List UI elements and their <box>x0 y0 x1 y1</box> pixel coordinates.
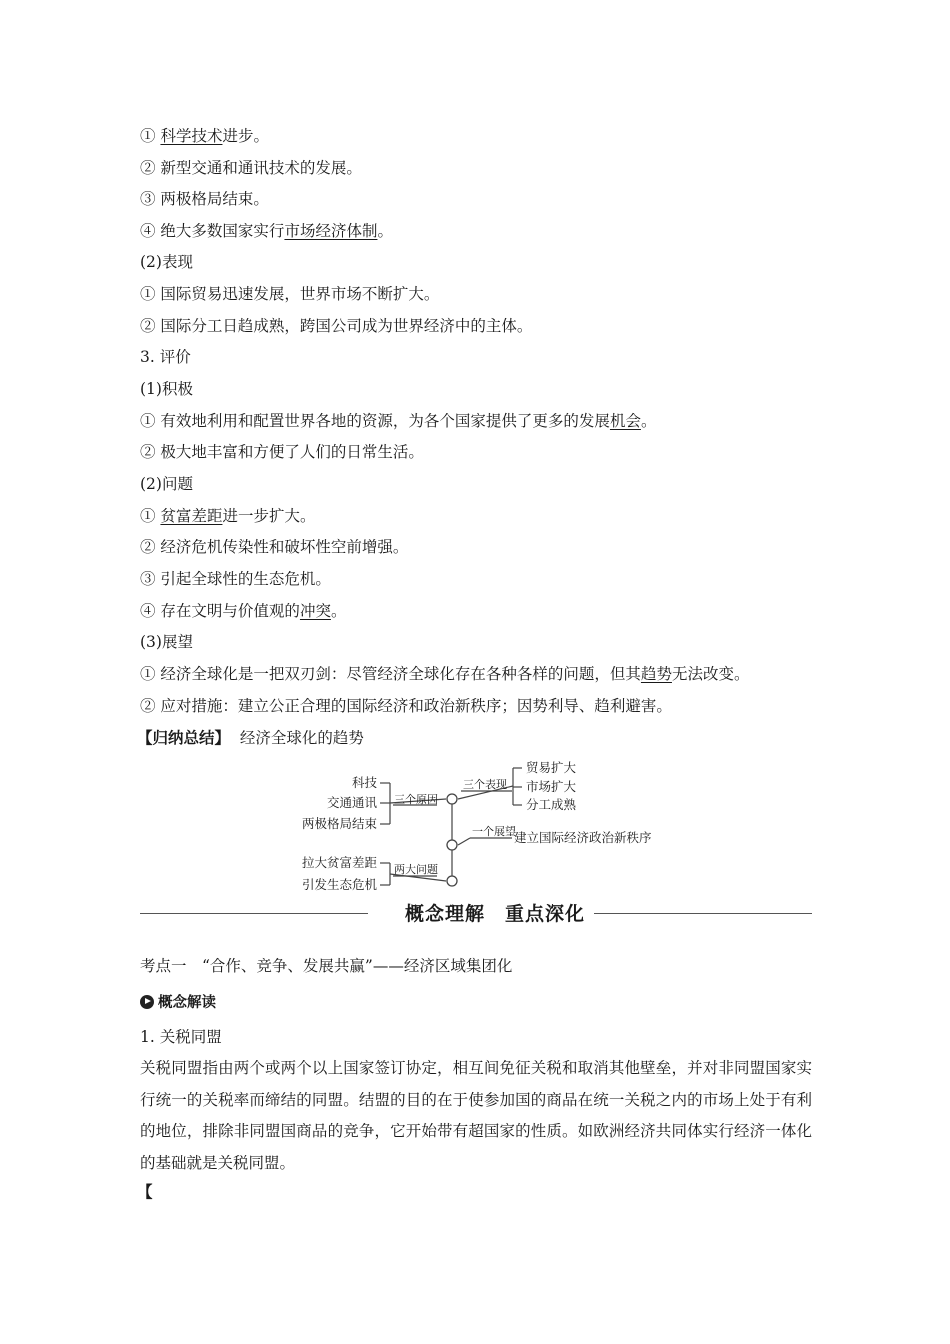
problem-item-3: ③ 引起全球性的生态危机。 <box>140 570 331 588</box>
outlook-item-2: ② 应对措施：建立公正合理的国际经济和政治新秩序；因势利导、趋利避害。 <box>140 697 672 715</box>
problem-ecology: 引发生态危机 <box>301 877 377 892</box>
item-text: 进步。 <box>222 127 269 145</box>
item-text: 。 <box>330 602 347 620</box>
concept-heading <box>140 991 216 1012</box>
item-number: ① <box>140 507 161 525</box>
problem-wealth-gap: 拉大贫富差距 <box>301 855 377 870</box>
cause-item-3: ③ 两极格局结束。 <box>140 190 269 208</box>
underlined-term: 冲突 <box>299 602 331 620</box>
divider-left <box>140 913 368 914</box>
underlined-term: 市场经济体制 <box>284 222 378 240</box>
trailing-bracket: 【 <box>137 1182 153 1201</box>
subheading-positive: (1)积极 <box>140 380 193 398</box>
performance-item-2: ② 国际分工日趋成熟，跨国公司成为世界经济中的主体。 <box>140 317 533 335</box>
outlook-label: 一个展望 <box>472 825 516 838</box>
underlined-term: 贫富差距 <box>160 507 223 525</box>
heading-evaluation: 3. 评价 <box>140 348 191 366</box>
divider-right <box>594 913 812 914</box>
play-circle-icon <box>140 995 154 1009</box>
problems-label: 两大问题 <box>394 863 438 876</box>
effect-trade: 贸易扩大 <box>526 760 577 775</box>
subheading-outlook: (3)展望 <box>140 633 193 651</box>
section-divider-title: 概念理解 重点深化 <box>404 903 585 925</box>
item-text: ① 有效地利用和配置世界各地的资源，为各个国家提供了更多的发展 <box>140 412 610 430</box>
topic-heading: 考点一 “合作、竞争、发展共赢”——经济区域集团化 <box>140 957 513 975</box>
item-text: ① 经济全球化是一把双刃剑：尽管经济全球化存在各种各样的问题，但其 <box>140 665 641 683</box>
item-text: ④ 存在文明与价值观的 <box>140 602 300 620</box>
item-text: 。 <box>640 412 657 430</box>
problem-item-2: ② 经济危机传染性和破坏性空前增强。 <box>140 538 409 556</box>
item-number: ① <box>140 127 161 145</box>
effect-division: 分工成熟 <box>526 797 577 812</box>
causes-label: 三个原因 <box>394 793 438 806</box>
concept-heading-label: 概念解读 <box>158 995 216 1011</box>
item-text: ④ 绝大多数国家实行 <box>140 222 285 240</box>
subheading-problems: (2)问题 <box>140 475 193 493</box>
item-customs-union: 1. 关税同盟 <box>140 1028 222 1046</box>
item-text: 。 <box>377 222 393 240</box>
performance-item-1: ① 国际贸易迅速发展，世界市场不断扩大。 <box>140 285 440 303</box>
summary-title: 经济全球化的趋势 <box>239 729 364 747</box>
cause-item-2: ② 新型交通和通讯技术的发展。 <box>140 159 362 177</box>
positive-item-2: ② 极大地丰富和方便了人们的日常生活。 <box>140 443 424 461</box>
effect-market: 市场扩大 <box>526 779 577 794</box>
outlook-text: 建立国际经济政治新秩序 <box>514 830 652 845</box>
summary-tag: 【归纳总结】 <box>137 728 231 747</box>
underlined-term: 机会 <box>609 412 641 430</box>
underlined-term: 科学技术 <box>160 127 223 145</box>
item-text: 无法改变。 <box>671 665 750 683</box>
cause-transport: 交通通讯 <box>326 795 377 810</box>
subheading-performance: (2)表现 <box>140 253 193 271</box>
cause-bipolar-end: 两极格局结束 <box>301 816 377 831</box>
effects-label: 三个表现 <box>463 778 507 791</box>
customs-union-paragraph: 关税同盟指由两个或两个以上国家签订协定，相互间免征关税和取消其他壁垒，并对非同盟国家实行统一的关税率而缔结的同盟。结盟的目的在于使参加国的商品在统一关税之内的市场上处于有利的地位，排除非同盟国商品的竞争，它开始带有超国家的性质。如欧洲经济共同体实行经济一体化的基础就是关税同盟。 <box>140 1059 812 1172</box>
cause-tech: 科技 <box>351 775 377 790</box>
underlined-term: 趋势 <box>640 665 672 683</box>
item-text: 进一步扩大。 <box>222 507 316 525</box>
